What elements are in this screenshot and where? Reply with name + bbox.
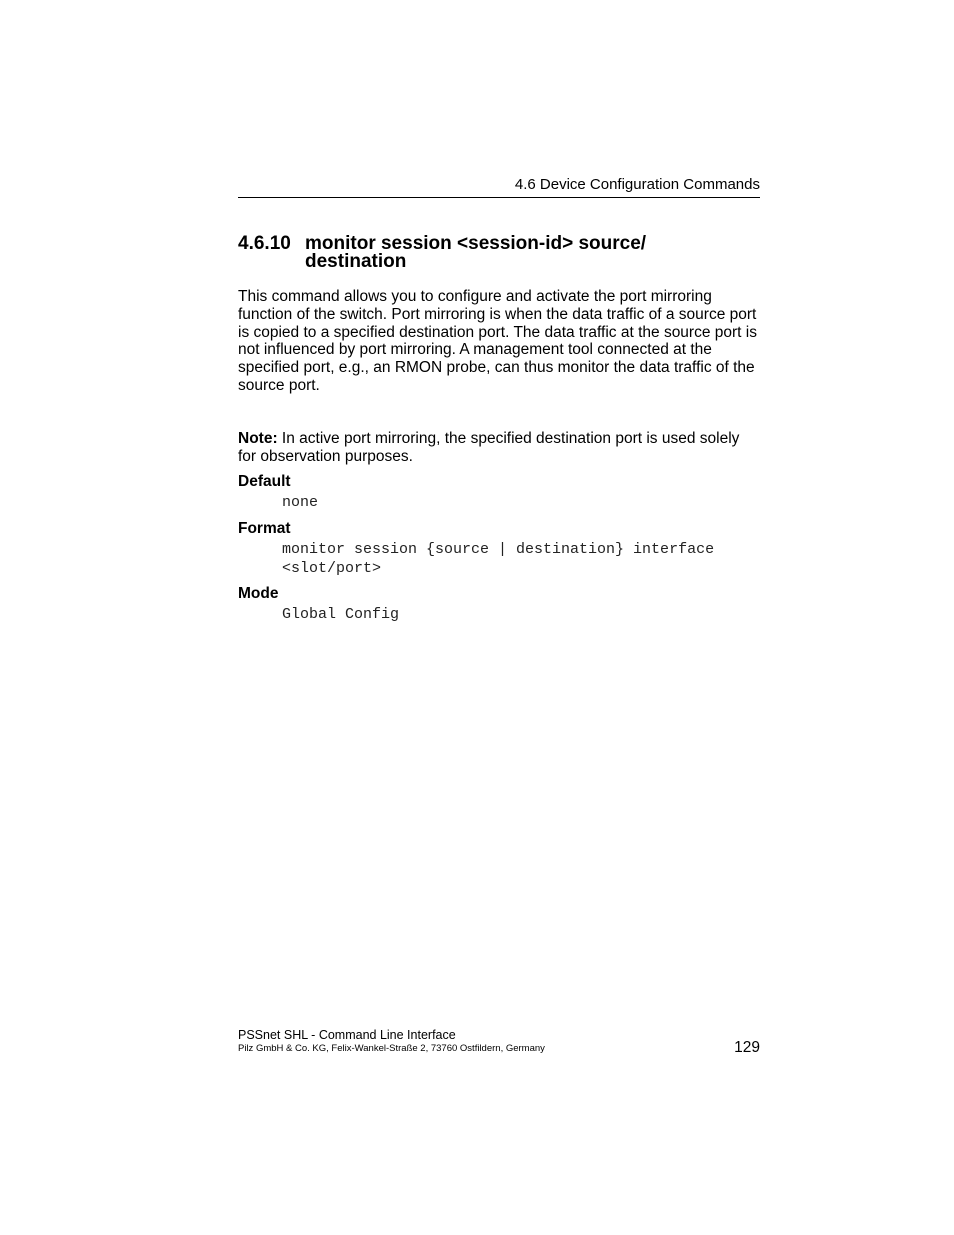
default-label: Default <box>238 473 291 490</box>
note-label: Note: <box>238 430 278 447</box>
format-label: Format <box>238 520 291 537</box>
format-line-1: monitor session {source | destination} interface <box>282 541 715 558</box>
section-title: monitor session <session-id> source/ destination <box>305 233 647 272</box>
default-value: none <box>282 494 319 511</box>
intro-paragraph: This command allows you to configure and activate the port mirroring function of the switch. Port mirroring is when the data traffic of a source port is copied to a specified destination port. The data traffic at the source port is not influenced by port mirroring. A management tool connected at the specified port, e.g., an RMON probe, can thus monitor the data traffic of the source port. <box>238 288 757 394</box>
running-header: 4.6 Device Configuration Commands <box>514 176 760 193</box>
header-rule <box>238 197 760 198</box>
format-line-2: <slot/port> <box>282 560 382 577</box>
note-paragraph <box>238 430 760 466</box>
page-number: 129 <box>734 1039 760 1056</box>
footer-address: Pilz GmbH & Co. KG, Felix-Wankel-Straße 2, 73760 Ostfildern, Germany <box>238 1043 545 1054</box>
mode-label: Mode <box>238 585 279 602</box>
note-text: In active port mirroring, the specified destination port is used solely for observation purposes. <box>238 430 740 465</box>
section-number: 4.6.10 <box>238 233 291 254</box>
footer-title: PSSnet SHL - Command Line Interface <box>238 1028 456 1042</box>
mode-value: Global Config <box>282 606 400 623</box>
